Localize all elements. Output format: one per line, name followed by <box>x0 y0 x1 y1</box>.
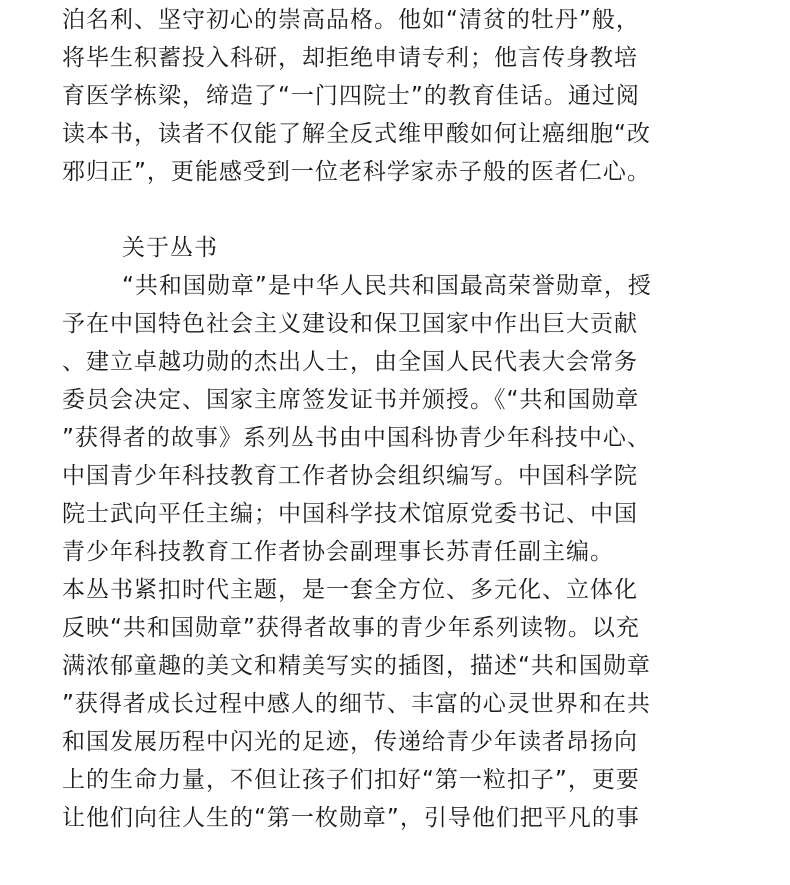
text-line: ”获得者成长过程中感人的细节、丰富的心灵世界和在共 <box>62 691 651 717</box>
text-line: 将毕生积蓄投入科研，却拒绝申请专利；他言传身教培 <box>62 45 638 71</box>
text-line: 满浓郁童趣的美文和精美写实的插图，描述“共和国勋章 <box>62 653 651 679</box>
text-line: 反映“共和国勋章”获得者故事的青少年系列读物。以充 <box>62 615 640 641</box>
text-line: 泊名利、坚守初心的崇高品格。他如“清贫的牡丹”般， <box>62 7 640 33</box>
text-line: 、建立卓越功勋的杰出人士，由全国人民代表大会常务 <box>62 349 638 375</box>
text-line: 读本书，读者不仅能了解全反式维甲酸如何让癌细胞“改 <box>62 121 651 147</box>
text-line: ”获得者的故事》系列丛书由中国科协青少年科技中心、 <box>62 425 651 451</box>
paragraph-gap <box>62 192 762 230</box>
text-line: 上的生命力量，不但让孩子们扣好“第一粒扣子”，更要 <box>62 767 640 793</box>
text-line: 委员会决定、国家主席签发证书并颁授。《“共和国勋章 <box>62 387 640 413</box>
text-line: 院士武向平任主编；中国科学技术馆原党委书记、中国 <box>62 501 638 527</box>
text-line: 邪归正”，更能感受到一位老科学家赤子般的医者仁心。 <box>62 159 651 185</box>
text-line: 育医学栋梁，缔造了“一门四院士”的教育佳话。通过阅 <box>62 83 640 109</box>
text-line: “共和国勋章”是中华人民共和国最高荣誉勋章，授 <box>122 273 652 299</box>
text-line: 让他们向往人生的“第一枚勋章”，引导他们把平凡的事 <box>62 805 640 831</box>
text-line: 中国青少年科技教育工作者协会组织编写。中国科学院 <box>62 463 638 489</box>
text-line: 和国发展历程中闪光的足迹，传递给青少年读者昂扬向 <box>62 729 638 755</box>
document-page <box>62 0 762 838</box>
text-line: 本丛书紧扣时代主题，是一套全方位、多元化、立体化 <box>62 577 638 603</box>
section-heading: 关于丛书 <box>122 235 218 261</box>
text-line: 予在中国特色社会主义建设和保卫国家中作出巨大贡献 <box>62 311 638 337</box>
text-line: 青少年科技教育工作者协会副理事长苏青任副主编。 <box>62 539 614 565</box>
